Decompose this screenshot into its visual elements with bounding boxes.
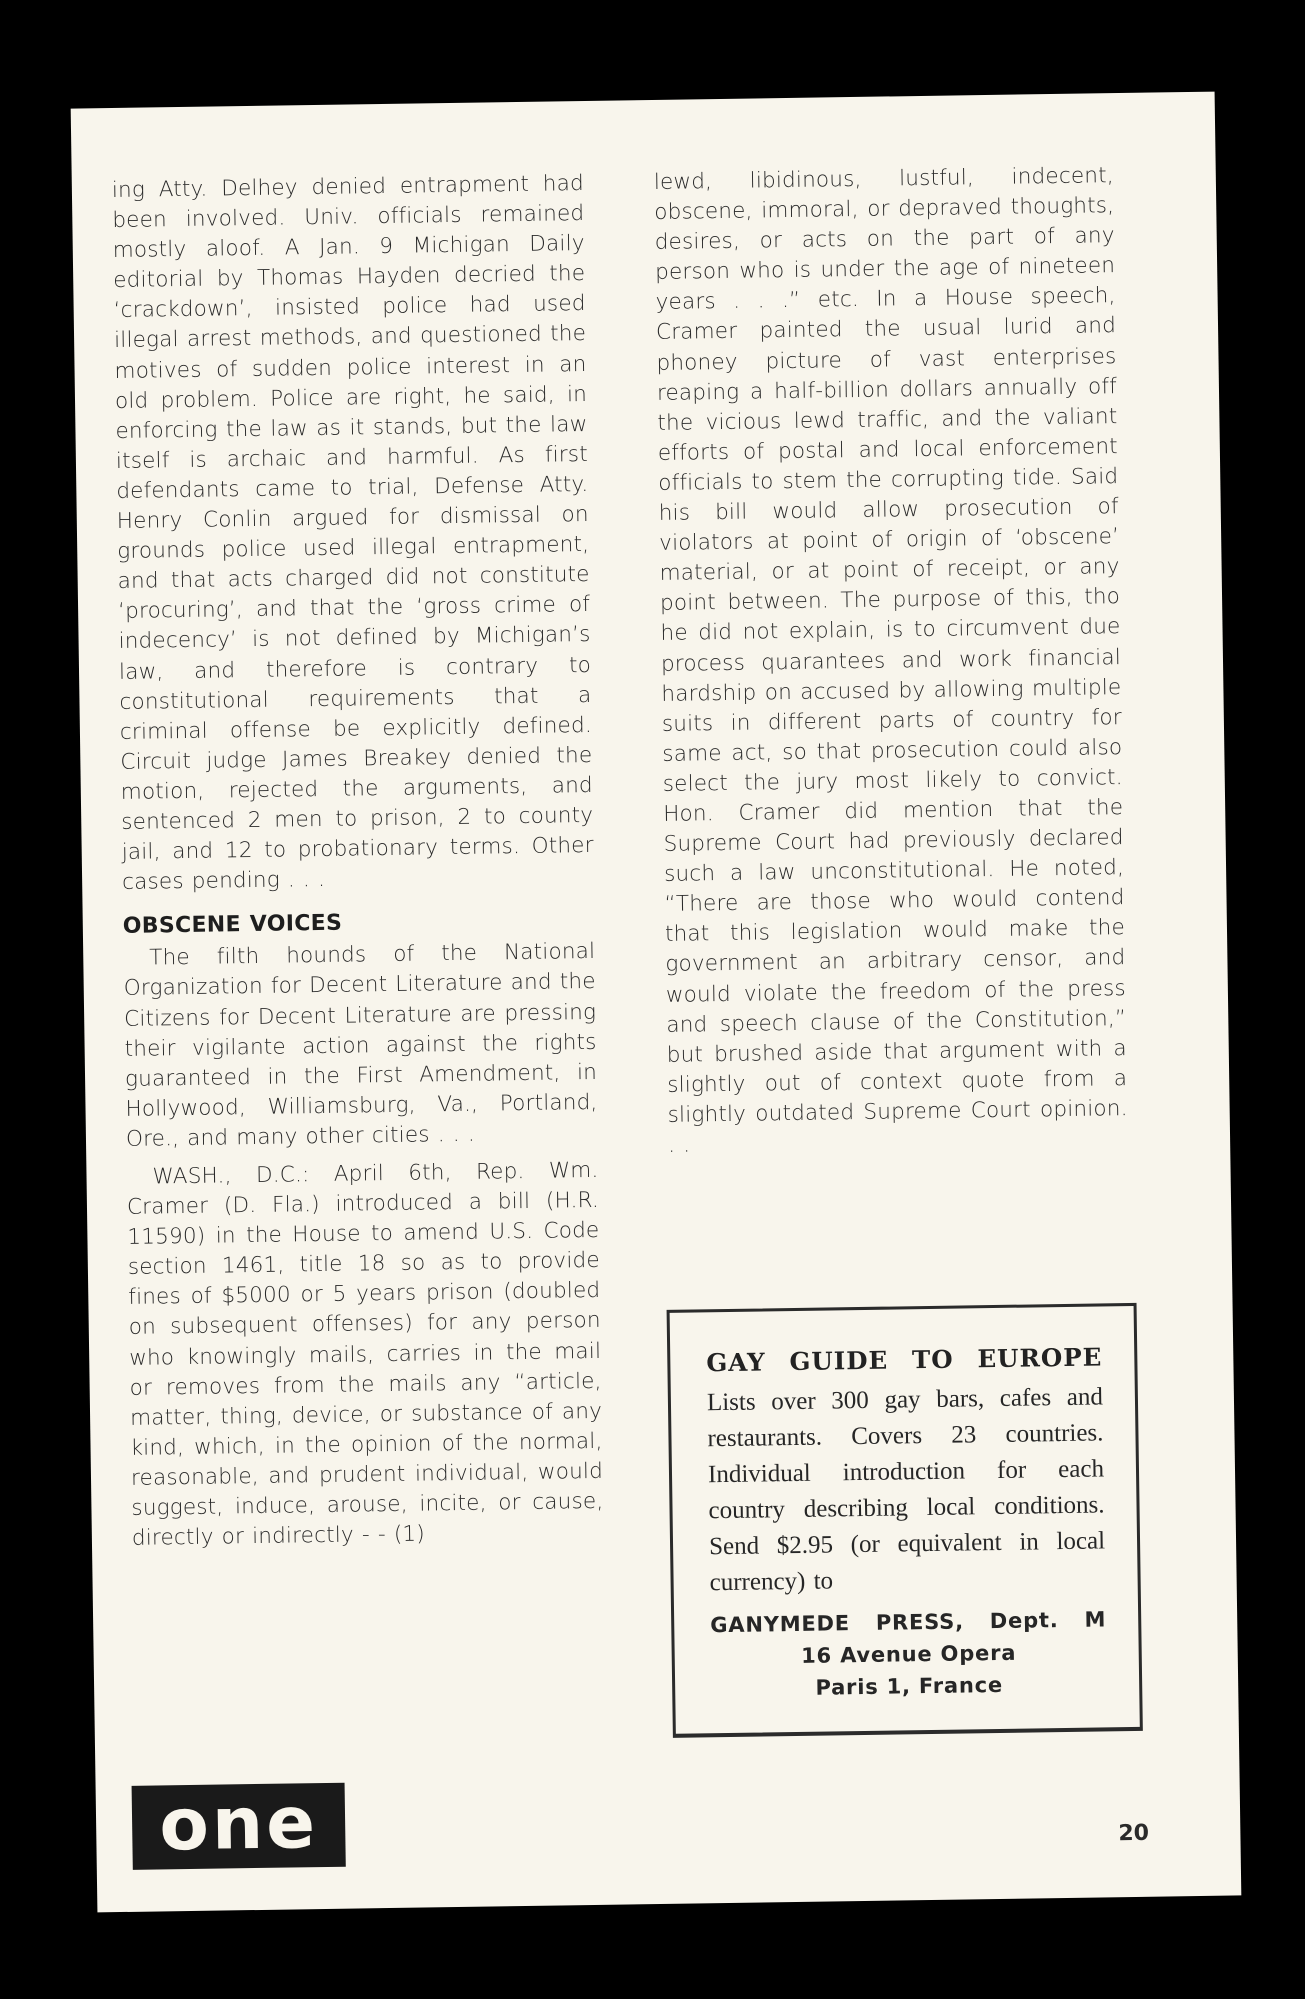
left-column [112, 169, 604, 1554]
address-line-publisher: GANYMEDE PRESS, Dept. M [710, 1607, 1107, 1638]
magazine-page [71, 92, 1242, 1913]
article-paragraph: ing Atty. Delhey denied entrapment had been involved. Univ. officials remained mostly aloof. A Jan. 9 Michigan Daily editorial by Thomas Hayden decried the ‘crackdown’, insisted police had used illegal arrest methods, and questioned the motives of sudden police interest in an old problem. Police are right, he said, in enforcing the law as it stands, but the law itself is archaic and harmful. As first defendants came to trial, Defense Atty. Henry Conlin argued for dismissal on grounds police used illegal entrapment, and that acts charged did not constitute ‘procuring’, and that the ‘gross crime of indecency’ is not defined by Michigan’s law, and therefore is contrary to constitutional requirements that a criminal offense be explicitly defined. Circuit judge James Breakey denied the motion, rejected the arguments, and sentenced 2 men to prison, 2 to county jail, and 12 to probationary terms. Other cases pending . . . [111, 170, 594, 896]
advertisement-title: GAY GUIDE TO EUROPE [706, 1342, 1103, 1378]
address-line-street: 16 Avenue Opera [800, 1640, 1017, 1668]
section-heading: OBSCENE VOICES [122, 910, 343, 940]
magazine-logo [132, 1780, 346, 1870]
logo-text: one [158, 1780, 319, 1867]
page-number: 20 [1118, 1820, 1150, 1847]
address-line-city: Paris 1, France [815, 1672, 1004, 1700]
advertisement-box [667, 1303, 1143, 1738]
article-paragraph: The filth hounds of the National Organization for Decent Literature and the Citizens for Decent Literature are pressing their vigilante action against the rights guaranteed in the First Amendment, in Hollywood, Williamsburg, Va., Portland, Ore., and many other cities . . . [123, 939, 598, 1152]
right-column [654, 161, 1129, 1161]
article-paragraph: lewd, libidinous, lustful, indecent, obscene, immoral, or depraved thoughts, desires, or acts on the part of any person who is under the age of nineteen years . . .” etc. In a House speech, Cramer painted the usual lurid and phoney picture of vast enterprises reaping a half-billion dollars annually off the vicious lewd traffic, and the valiant efforts of postal and local enforcement officials to stem the corrupting tide. Said his bill would allow prosecution of violators at point of origin of ‘obscene’ material, or at point of receipt, or any point between. The purpose of this, tho he did not explain, is to circumvent due process quarantees and work financial hardship on accused by allowing multiple suits in different parts of country for same act, so that prosecution could also select the jury most likely to convict. Hon. Cramer did mention that the Supreme Court had previously declared such a law unconstitutional. He noted, “There are those who would contend that this legislation would make the government an arbitrary censor, and would violate the freedom of the press and speech clause of the Constitution,” but brushed aside that argument with a slightly out of context quote from a slightly outdated Supreme Court opinion. . . [653, 163, 1128, 1158]
article-paragraph: WASH., D.C.: April 6th, Rep. Wm. Cramer (D. Fla.) introduced a bill (H.R. 11590) in the House to amend U.S. Code section 1461, title 18 so as to provide fines of $5000 or 5 years prison (doubled on subsequent offenses) for any person who knowingly mails, carries in the mail or removes from the mails any “article, matter, thing, device, or substance of any kind, which, in the opinion of the normal, reasonable, and prudent individual, would suggest, induce, arouse, incite, or cause, directly or indirectly - - (1) [126, 1157, 604, 1551]
advertisement-body: Lists over 300 gay bars, cafes and restaurants. Covers 23 countries. Individual introduction for each country describing local conditions. Send $2.95 (or equivalent in local currency) to [706, 1383, 1106, 1597]
advertisement-address [710, 1603, 1107, 1705]
